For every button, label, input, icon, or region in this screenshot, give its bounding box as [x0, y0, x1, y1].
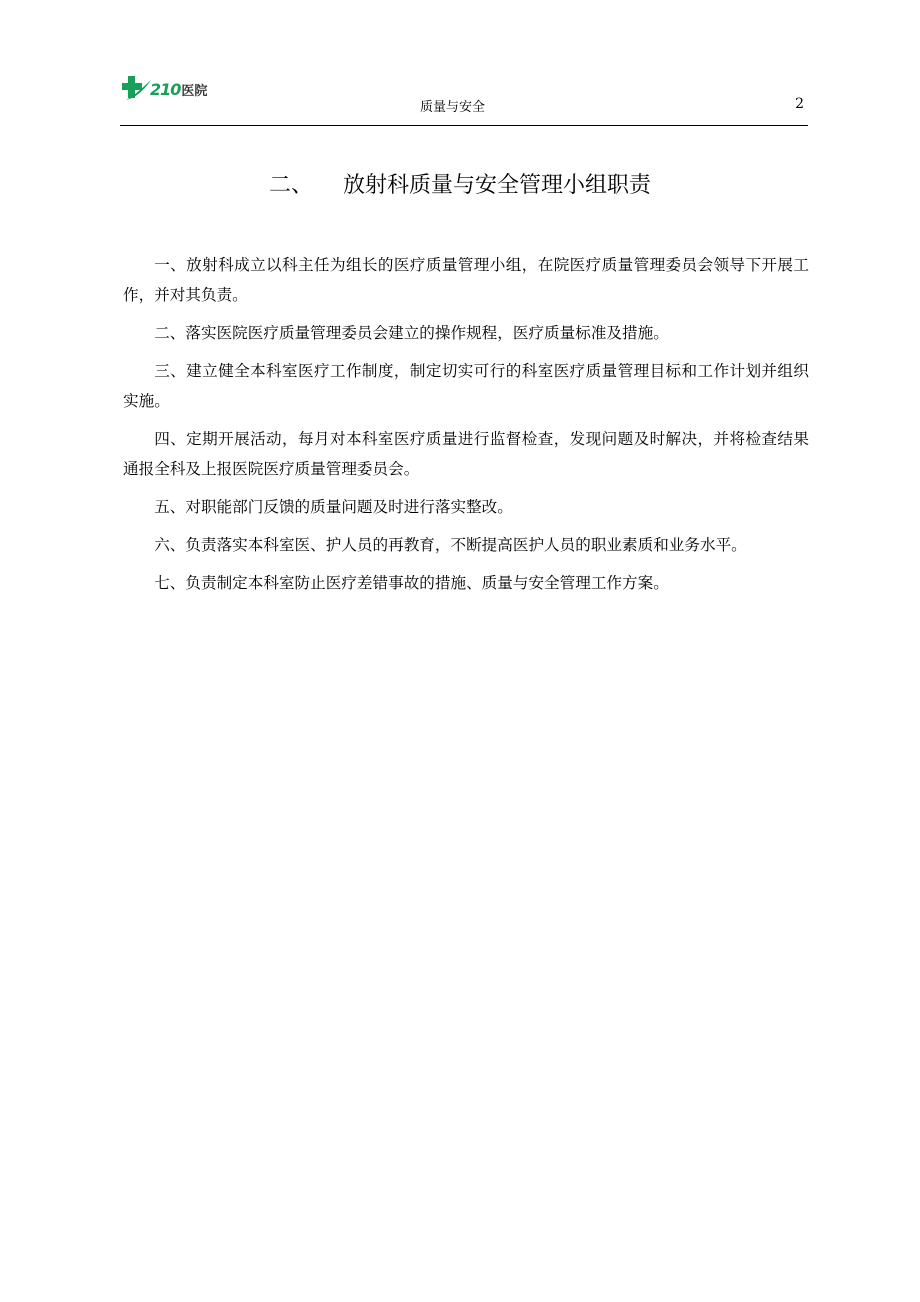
paragraph-4: 四、定期开展活动，每月对本科室医疗质量进行监督检查，发现问题及时解决，并将检查结果通报全科及上报医院医疗质量管理委员会。: [123, 430, 809, 478]
logo-wordmark: [150, 80, 207, 99]
header-title: 质量与安全: [420, 100, 486, 115]
header-divider: [120, 125, 808, 126]
logo-number: 210: [150, 80, 181, 99]
cross-swoosh-icon: [122, 74, 152, 104]
section-number: 二、: [268, 173, 313, 198]
section-title: [0, 168, 920, 199]
paragraph-7: 七、负责制定本科室防止医疗差错事故的措施、质量与安全管理工作方案。: [154, 574, 669, 592]
section-title-text: 放射科质量与安全管理小组职责: [343, 173, 652, 198]
document-body: [123, 250, 809, 606]
paragraph-5: 五、对职能部门反馈的质量问题及时进行落实整改。: [154, 498, 513, 516]
paragraph-6: 六、负责落实本科室医、护人员的再教育，不断提高医护人员的职业素质和业务水平。: [154, 536, 747, 554]
hospital-logo: [122, 74, 222, 104]
paragraph-1: 一、放射科成立以科主任为组长的医疗质量管理小组，在院医疗质量管理委员会领导下开展工作，并对其负责。: [123, 256, 809, 304]
paragraph-2: 二、落实医院医疗质量管理委员会建立的操作规程，医疗质量标准及措施。: [154, 324, 669, 342]
page-header: [120, 72, 808, 126]
logo-hospital-label: 医院: [181, 84, 208, 99]
paragraph-3: 三、建立健全本科室医疗工作制度，制定切实可行的科室医疗质量管理目标和工作计划并组织实施。: [123, 362, 809, 410]
page-number: 2: [795, 96, 804, 112]
